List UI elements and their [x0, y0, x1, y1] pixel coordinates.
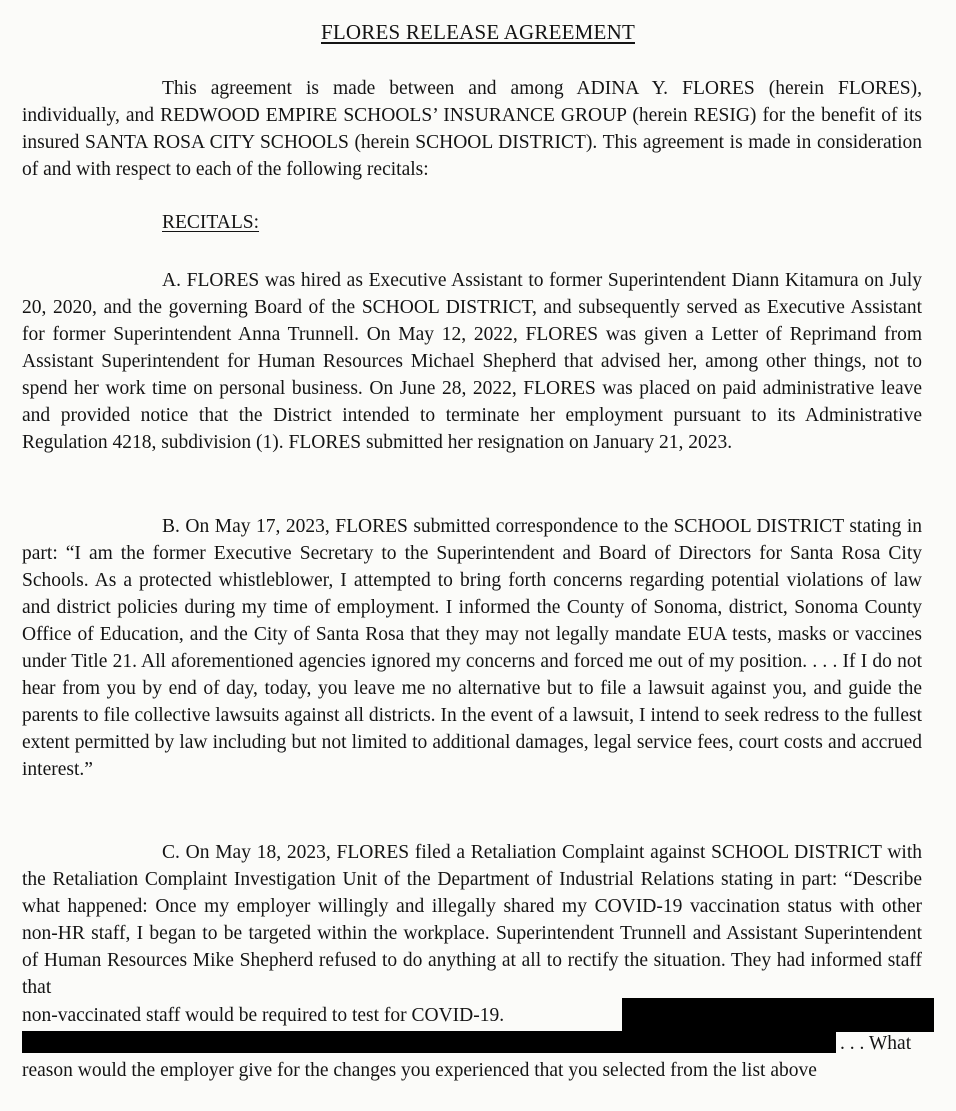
- recital-b-paragraph: B. On May 17, 2023, FLORES submitted correspondence to the SCHOOL DISTRICT stating in part: “I am the former Executive Secretary to the Superintendent and Board of Directors for Santa Rosa City Schools. As a protected whistleblower, I attempted to bring forth concerns regarding potential violations of law and district policies during my time of employment. I informed the County of Sonoma, district, Sonoma County Office of Education, and the City of Santa Rosa that they may not legally mandate EUA tests, masks or vaccines under Title 21. All aforementioned agencies ignored my concerns and forced me out of my position. . . . If I do not hear from you by end of day, today, you leave me no alternative but to file a lawsuit against you, and guide the parents to file collective lawsuits against all districts. In the event of a lawsuit, I intend to seek redress to the fullest extent permitted by law including but not limited to additional damages, legal service fees, court costs and accrued interest.”: [22, 516, 922, 780]
- recital-c-paragraph: C. On May 18, 2023, FLORES filed a Retaliation Complaint against SCHOOL DISTRICT with the Retaliation Complaint Investigation Unit of the Department of Industrial Relations stating in part: “Describe what happened: Once my employer willingly and illegally shared my COVID-19 vaccination status with other non-HR staff, I began to be targeted within the workplace. Superintendent Trunnell and Assistant Superintendent of Human Resources Mike Shepherd refused to do anything at all to rectify the situation. They had informed staff that: [22, 842, 922, 998]
- recital-c-continuation: . . . What: [840, 1033, 912, 1054]
- recital-a-paragraph: A. FLORES was hired as Executive Assistant to former Superintendent Diann Kitamura on July 20, 2020, and the governing Board of the SCHOOL DISTRICT, and subsequently served as Executive Assistant for former Superintendent Anna Trunnell. On May 12, 2022, FLORES was given a Letter of Reprimand from Assistant Superintendent for Human Resources Michael Shepherd that advised her, among other things, not to spend her work time on personal business. On June 28, 2022, FLORES was placed on paid administrative leave and provided notice that the District intended to terminate her employment pursuant to its Administrative Regulation 4218, subdivision (1). FLORES submitted her resignation on January 21, 2023.: [22, 270, 922, 453]
- recital-c-line: non-vaccinated staff would be required to test for COVID-19.: [22, 1005, 505, 1026]
- recitals-heading: RECITALS:: [162, 212, 260, 233]
- recital-c-last-line: reason would the employer give for the changes you experienced that you selected from the list above: [22, 1060, 817, 1081]
- redaction-block: [622, 998, 934, 1032]
- document-title: FLORES RELEASE AGREEMENT: [321, 20, 635, 44]
- intro-paragraph: This agreement is made between and among ADINA Y. FLORES (herein FLORES), individually, and REDWOOD EMPIRE SCHOOLS’ INSURANCE GROUP (herein RESIG) for the benefit of its insured SANTA ROSA CITY SCHOOLS (herein SCHOOL DISTRICT). This agreement is made in consideration of and with respect to each of the following recitals:: [22, 78, 922, 180]
- redaction-block: [22, 1031, 836, 1053]
